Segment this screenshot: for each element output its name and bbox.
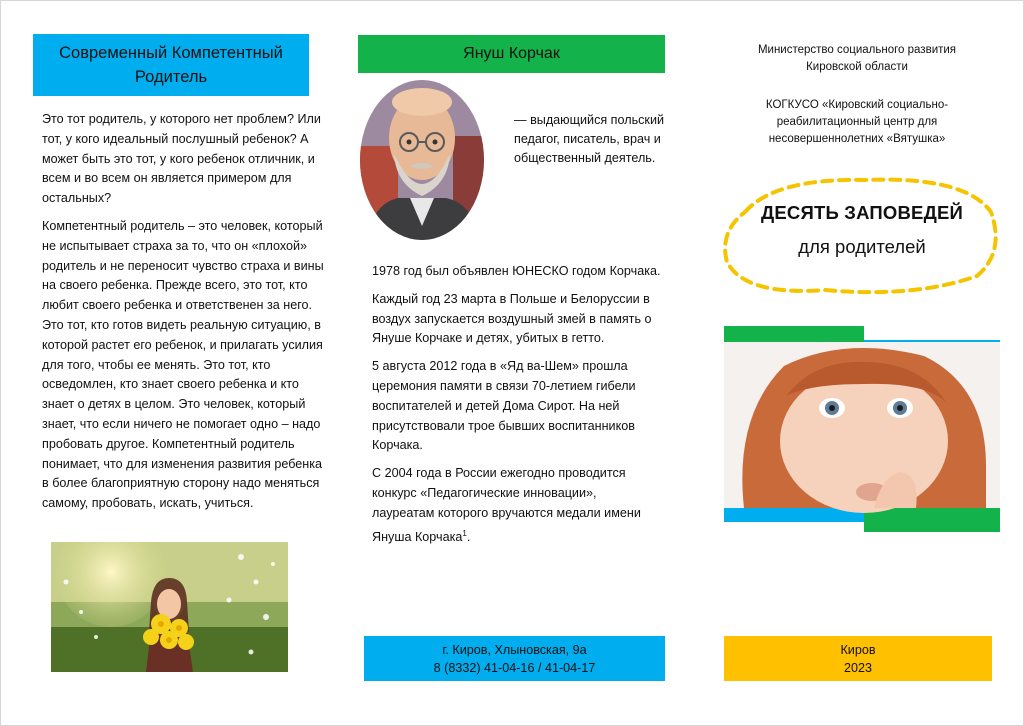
korczak-title: Януш Корчак	[463, 45, 560, 62]
paragraph: Каждый год 23 марта в Польше и Белоруссии в воздух запускается воздушный змей в память о Януше Корчаке и детях, убитых в гетто.	[372, 291, 652, 346]
organization-name	[712, 97, 1002, 148]
paragraph: 1978 год был объявлен ЮНЕСКО годом Корчака.	[372, 264, 661, 278]
contact-footer	[364, 636, 665, 681]
korczak-portrait	[358, 76, 486, 240]
korczak-intro: — выдающийся польский педагог, писатель, врач и общественный деятель.	[514, 113, 665, 165]
footnote-mark: 1	[462, 528, 467, 538]
korczak-facts	[372, 262, 662, 556]
panel-left	[30, 0, 322, 726]
competent-parent-text	[42, 110, 326, 522]
competent-parent-header	[33, 34, 309, 96]
year: 2023	[843, 660, 873, 675]
ministry-name	[712, 42, 1002, 76]
city-year-footer	[724, 636, 992, 681]
panel-right	[712, 0, 1002, 726]
paragraph: Это тот родитель, у которого нет проблем? Или тот, у кого идеальный послушный ребенок? А может быть это тот, у кого ребенок отличник, и всем и во всем он является примером для остальных?	[42, 112, 321, 206]
city: Киров	[840, 642, 876, 657]
girl-with-flowers-photo	[51, 542, 288, 672]
panel-middle	[356, 0, 666, 726]
paragraph: 5 августа 2012 года в «Яд ва-Шем» прошла церемония памяти в связи 70-летием гибели воспитателей и детей Дома Сирот. На ней присутствовали трое бывших воспитанников Корчака.	[372, 359, 636, 453]
competent-parent-title: Современный Компетентный Родитель	[59, 44, 283, 86]
paragraph: Компетентный родитель – это человек, который не испытывает страха за то, что он «плохой» родитель и не переносит чувство страха и вины на своего ребенка. Прежде всего, это тот, кто любит своего ребенка и ответственен за него. Это тот, кто готов видеть реальную ситуацию, в которой растет его ребенок, и прилагать усилия для того, чтобы ее менять. Это тот, кто осведомлен, кто знает своего ребенка и кто знает о детях в целом. Это человек, который знает, что если ничего не помогает одно – надо пробовать другое. Компетентный родитель понимает, что для изменения развития ребенка в более благоприятную сторону надо меняться самому, пробовать, искать, учиться.	[42, 218, 324, 511]
ministry-text: Министерство социального развития Кировской области	[757, 44, 957, 73]
brochure-title: ДЕСЯТЬ ЗАПОВЕДЕЙ	[760, 202, 964, 223]
child-photo	[724, 326, 1000, 532]
brochure-subtitle: для родителей	[798, 236, 926, 257]
paragraph-text: С 2004 года в России ежегодно проводится конкурс «Педагогические инновации», лауреатам которого вручаются медали имени Януша Корчака	[372, 466, 641, 544]
address: г. Киров, Хлыновская, 9а	[442, 642, 587, 657]
korczak-header	[358, 35, 665, 73]
organization-text: КОГКУСО «Кировский социально-реабилитационный центр для несовершеннолетних «Вятушка»	[765, 99, 949, 145]
paragraph: С 2004 года в России ежегодно проводится конкурс «Педагогические инновации», лауреатам которого вручаются медали имени Януша Корчака$^1$.	[372, 466, 641, 544]
phone: 8 (8332) 41-04-16 / 41-04-17	[433, 660, 596, 675]
